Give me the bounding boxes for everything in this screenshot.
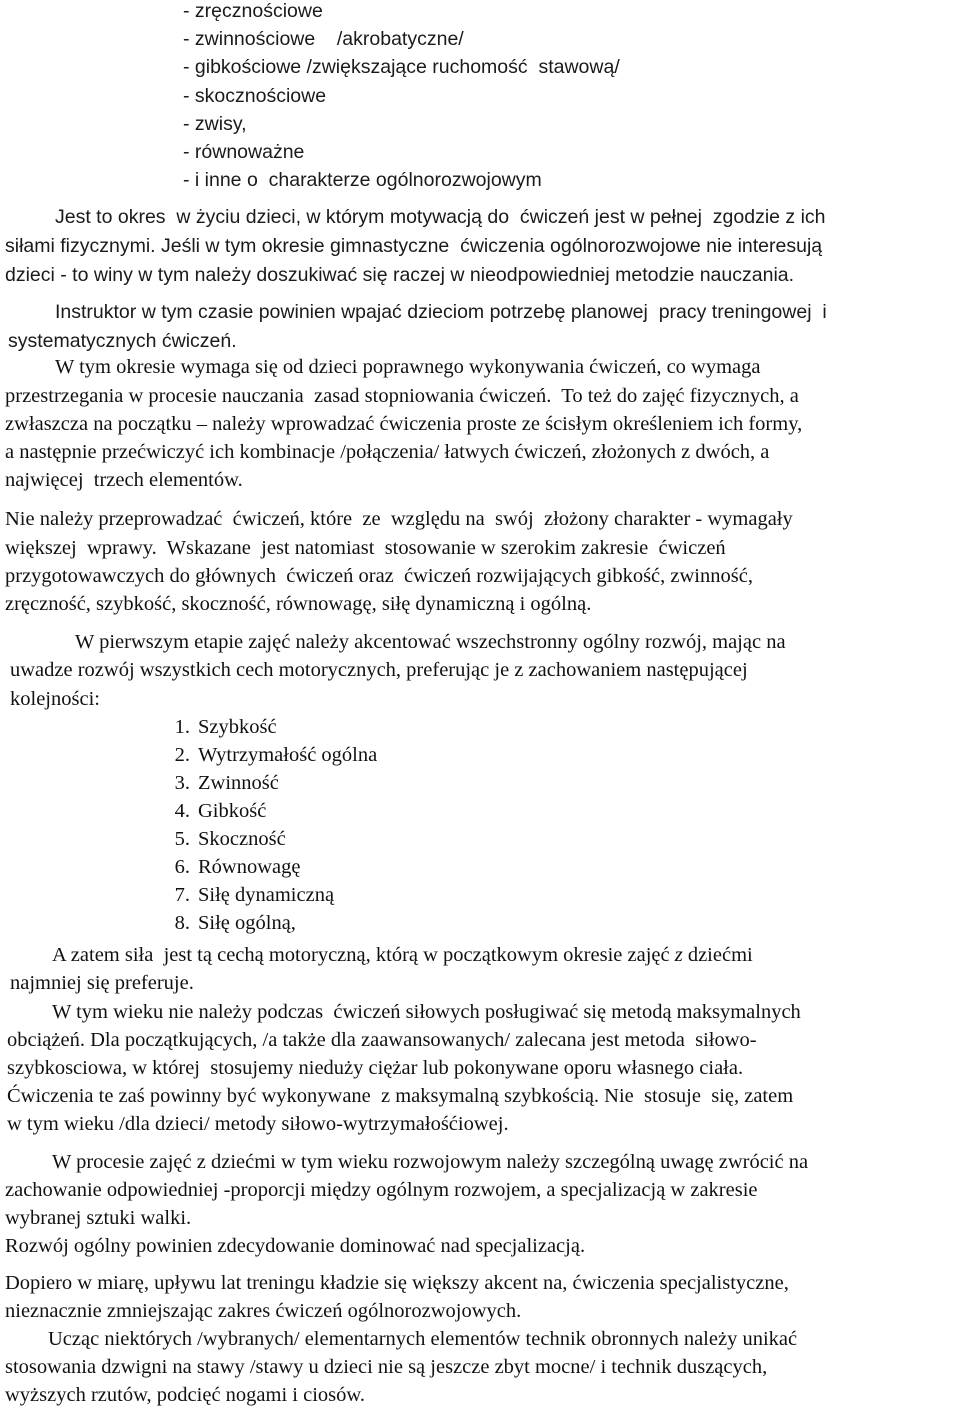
text-segment: A zatem siła jest tą cechą motoryczną, którą w początkowym okresie zajęć: [52, 944, 675, 966]
text-line: systematycznych ćwiczeń.: [8, 330, 237, 352]
list-number: 2.: [174, 744, 190, 766]
list-text: Szybkość: [198, 716, 277, 738]
list-item: [152, 884, 334, 906]
text-line: W tym okresie wymaga się od dzieci poprawnego wykonywania ćwiczeń, co wymaga: [55, 356, 761, 378]
text-line: dzieci - to winy w tym należy doszukiwać się raczej w nieodpowiedniej metodzie nauczania.: [5, 264, 795, 286]
list-number: 8.: [174, 912, 190, 934]
text-line: obciążeń. Dla początkujących, /a także dla zaawansowanych/ zalecana jest metoda siłowo-: [7, 1029, 757, 1051]
text-line: [52, 944, 753, 966]
text-line: stosowania dzwigni na stawy /stawy u dzieci nie są jeszcze zbyt mocne/ i technik duszących,: [5, 1356, 768, 1378]
text-line: Dopiero w miarę, upływu lat treningu kładzie się większy akcent na, ćwiczenia specjalistyczne,: [5, 1272, 789, 1294]
list-text: Siłę ogólną,: [198, 912, 296, 934]
italic-text: z: [674, 944, 683, 966]
text-line: szybkosciowa, w której stosujemy niedużу ciężar lub pokonywane oporu własnego ciała.: [7, 1057, 744, 1079]
list-item: [152, 912, 296, 934]
text-line: zwłaszcza na początku – należy wprowadzać ćwiczenia proste ze ścisłym określeniem ich formy,: [5, 413, 803, 435]
text-line: zachowanie odpowiedniej -proporcji między ogólnym rozwojem, a specjalizacją w zakresie: [5, 1179, 758, 1201]
text-line: Jest to okres w życiu dzieci, w którym motywacją do ćwiczeń jest w pełnej zgodzie z ich: [55, 206, 826, 228]
text-line: nieznacznie zmniejszając zakres ćwiczeń ogólnorozwojowych.: [5, 1300, 522, 1322]
list-item: [152, 828, 286, 850]
list-item: - skocznościowe: [183, 85, 327, 107]
text-line: siłami fizycznymi. Jeśli w tym okresie gimnastyczne ćwiczenia ogólnorozwojowe nie interesują: [5, 235, 823, 257]
list-text: Skoczność: [198, 828, 286, 850]
text-line: najmniej się preferuje.: [10, 972, 194, 994]
text-line: Ucząc niektórych /wybranych/ elementarnych elementów technik obronnych należy unikać: [48, 1328, 798, 1350]
text-line: większej wprawy. Wskazane jest natomiast stosowanie w szerokim zakresie ćwiczeń: [5, 537, 726, 559]
list-item: [152, 856, 300, 878]
list-item: - gibkościowe /zwiększające ruchomość stawową/: [183, 56, 620, 78]
text-line: zręczność, szybkość, skoczność, równowagę, siłę dynamiczną i ogólną.: [5, 593, 592, 615]
text-line: Rozwój ogólny powinien zdecydowanie dominować nad specjalizacją.: [5, 1235, 586, 1257]
text-line: Ćwiczenia te zaś powinny być wykonywane z maksymalną szybkością. Nie stosuje się, zatem: [7, 1085, 794, 1107]
text-line: a następnie przećwiczyć ich kombinacje /połączenia/ łatwych ćwiczeń, złożonych z dwóch, a: [5, 441, 770, 463]
list-item: - zwisy,: [183, 113, 247, 135]
text-line: wybranej sztuki walki.: [5, 1207, 192, 1229]
list-number: 4.: [174, 800, 190, 822]
list-item: [152, 716, 277, 738]
text-line: przestrzegania w procesie nauczania zasad stopniowania ćwiczeń. To też do zajęć fizycznych, a: [5, 385, 799, 407]
list-text: Wytrzymałość ogólna: [198, 744, 378, 766]
list-number: 7.: [174, 884, 190, 906]
list-text: Gibkość: [198, 800, 267, 822]
list-number: 3.: [174, 772, 190, 794]
list-item: - zręcznościowe: [183, 0, 323, 22]
list-number: 5.: [174, 828, 190, 850]
text-segment: dziećmi: [682, 944, 753, 966]
list-item: - równoważne: [183, 141, 305, 163]
list-number: 6.: [174, 856, 190, 878]
list-item: [152, 772, 279, 794]
list-item: - zwinnościowe /akrobatyczne/: [183, 28, 464, 50]
list-text: Siłę dynamiczną: [198, 884, 335, 906]
text-line: przygotowawczych do głównych ćwiczeń oraz ćwiczeń rozwijających gibkość, zwinność,: [5, 565, 753, 587]
text-line: wyższych rzutów, podcięć nogami i ciosów.: [5, 1384, 365, 1406]
text-line: w tym wieku /dla dzieci/ metody siłowo-wytrzymałośćiowej.: [7, 1113, 509, 1135]
list-item: - i inne o charakterze ogólnorozwojowym: [183, 169, 542, 191]
list-text: Równowagę: [198, 856, 301, 878]
list-number: 1.: [174, 716, 190, 738]
text-line: W pierwszym etapie zajęć należy akcentować wszechstronny ogólny rozwój, mając na: [75, 631, 786, 653]
text-line: W tym wieku nie należy podczas ćwiczeń siłowych posługiwać się metodą maksymalnych: [52, 1001, 801, 1023]
list-text: Zwinność: [198, 772, 279, 794]
text-line: Nie należy przeprowadzać ćwiczeń, które ze względu na swój złożony charakter - wymagały: [5, 508, 793, 530]
text-line: najwięcej trzech elementów.: [5, 469, 243, 491]
text-line: W procesie zajęć z dziećmi w tym wieku rozwojowym należy szczególną uwagę zwrócić na: [52, 1151, 809, 1173]
text-line: Instruktor w tym czasie powinien wpajać dzieciom potrzebę planowej pracy treningowej i: [55, 301, 827, 323]
list-item: [152, 800, 266, 822]
list-item: [152, 744, 377, 766]
text-line: kolejności:: [10, 688, 100, 710]
text-line: uwadze rozwój wszystkich cech motorycznych, preferując je z zachowaniem następującej: [10, 659, 748, 681]
